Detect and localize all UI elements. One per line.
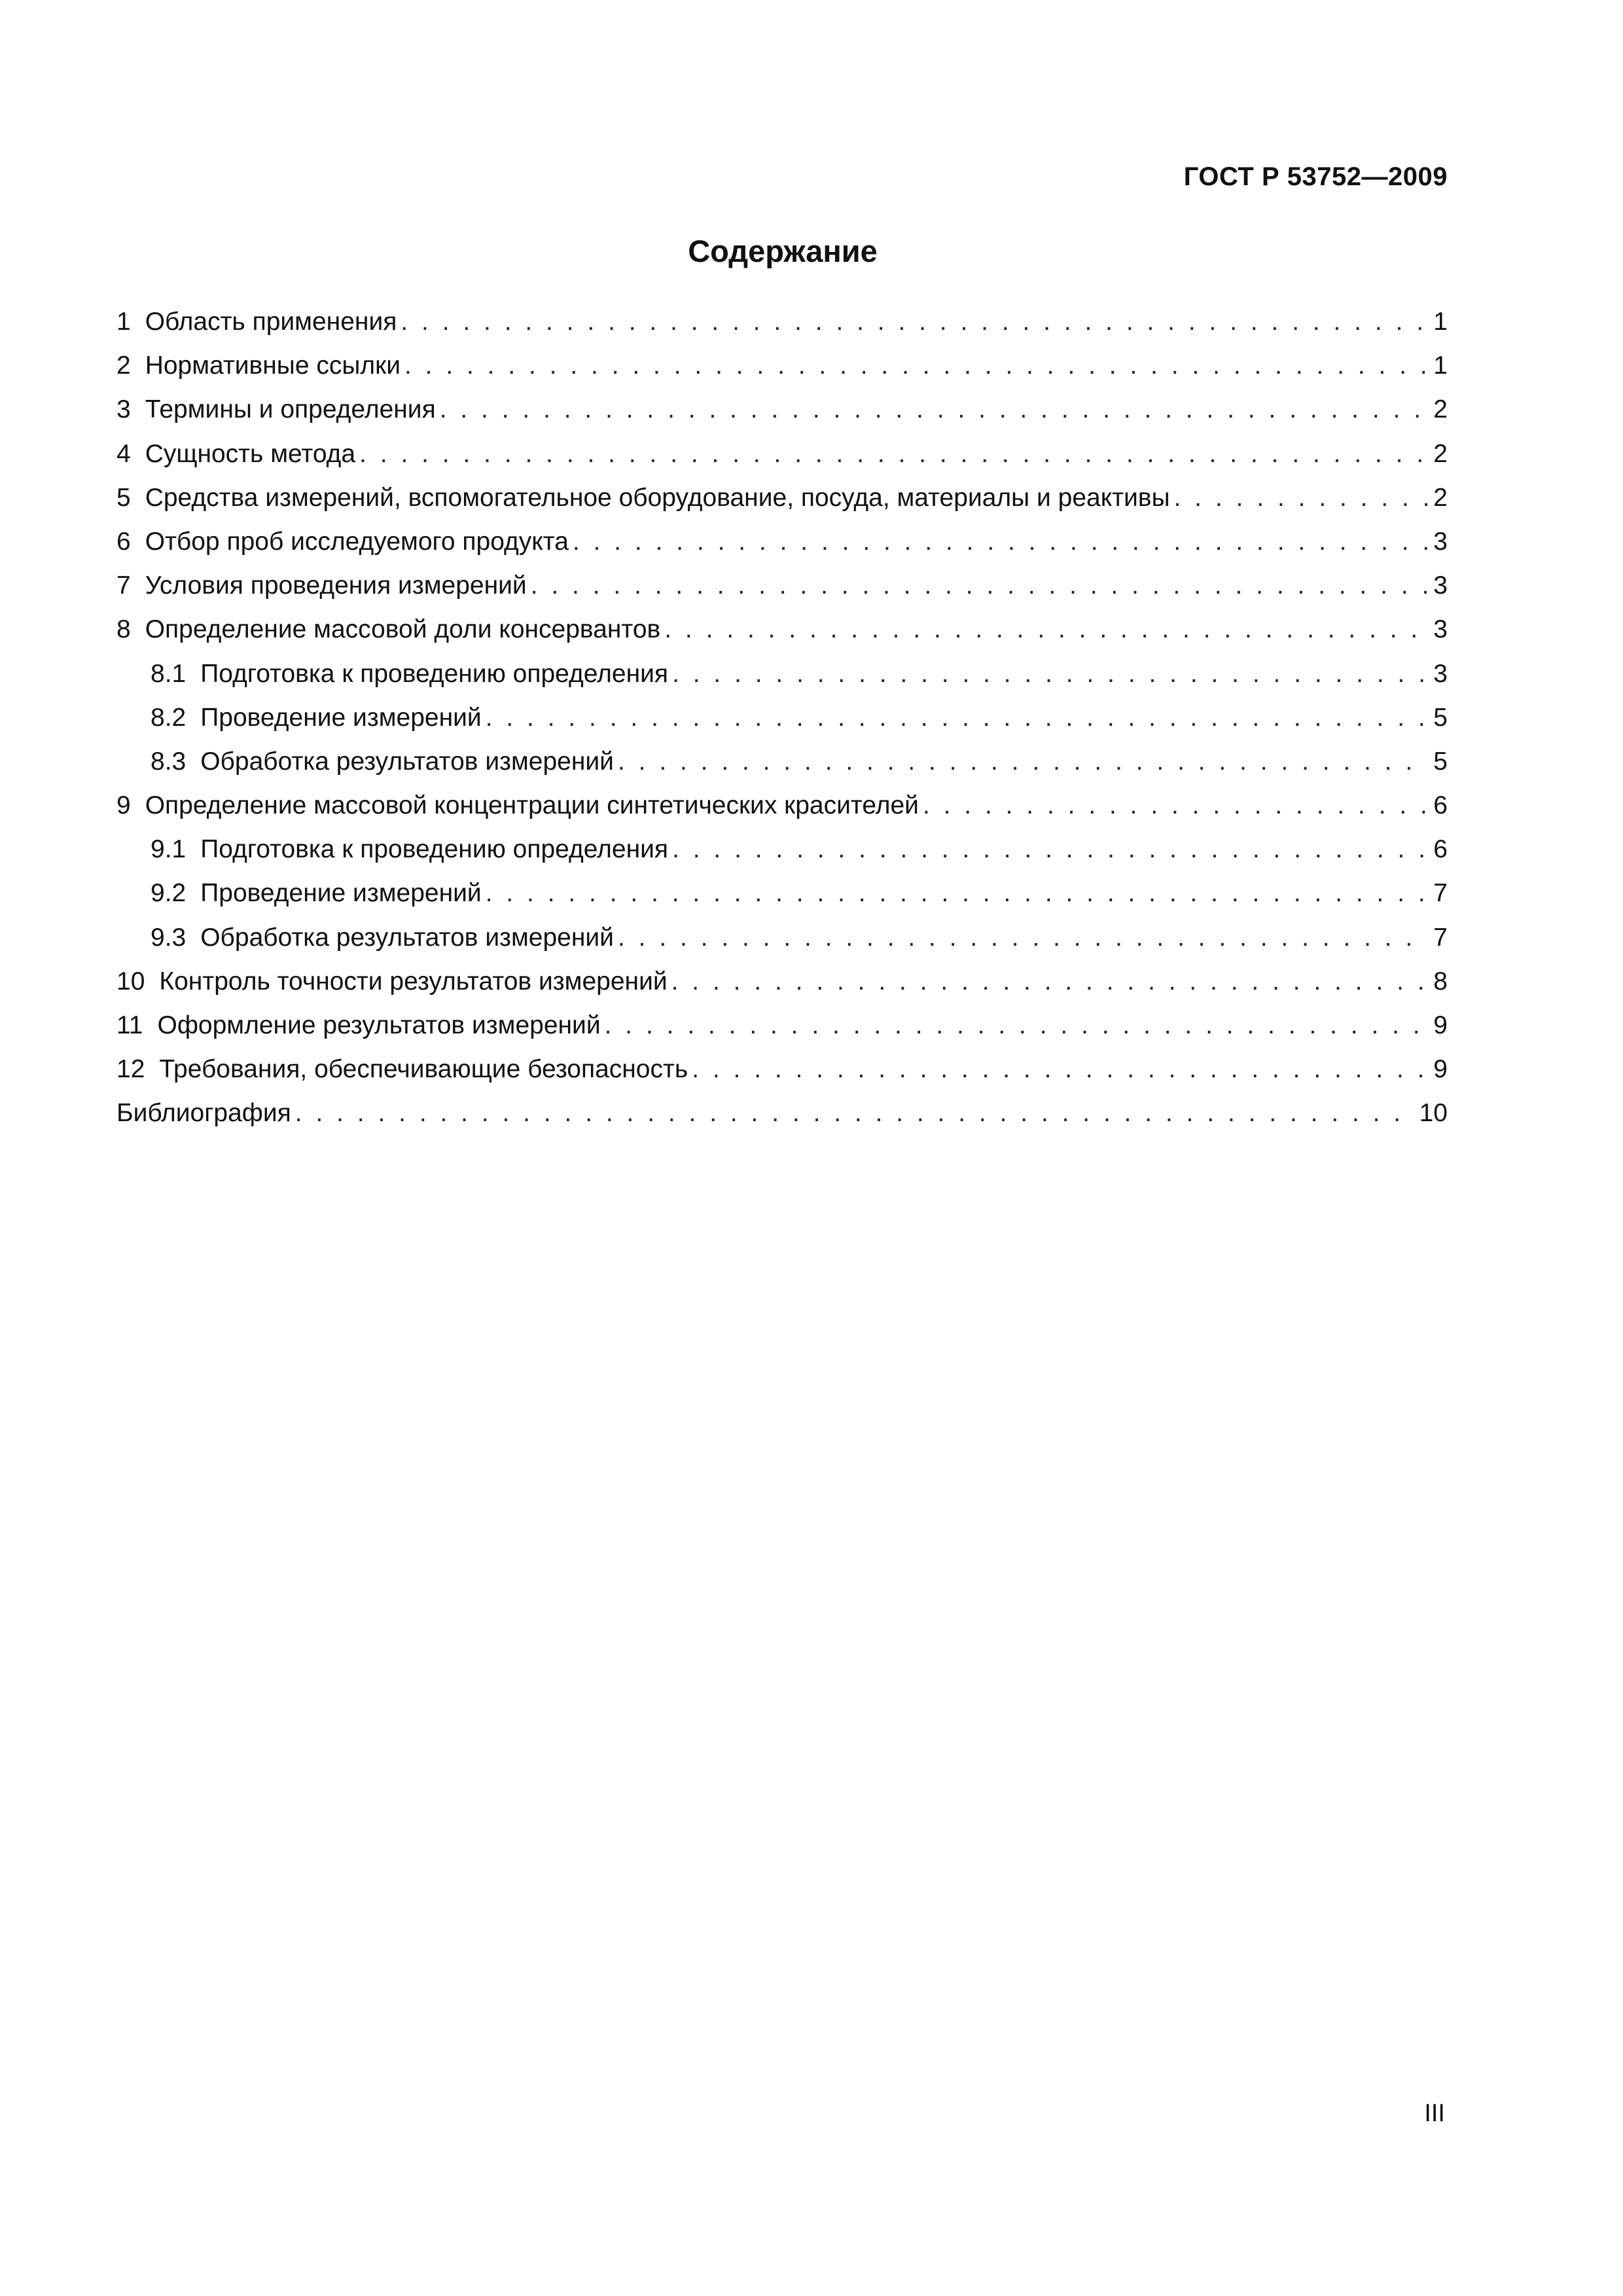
toc-entry-number: 9.3 bbox=[151, 923, 187, 952]
toc-entry-title: Определение массовой доли консервантов bbox=[145, 615, 661, 644]
toc-entry-page: 5 bbox=[1433, 703, 1448, 732]
toc-entry-page: 2 bbox=[1433, 395, 1448, 424]
toc-entry-page: 3 bbox=[1433, 571, 1448, 600]
toc-entry[interactable] bbox=[116, 344, 1448, 387]
toc-dot-leader bbox=[359, 432, 1428, 476]
toc-dot-leader bbox=[486, 696, 1428, 740]
toc-dot-leader bbox=[618, 740, 1428, 783]
toc-entry[interactable] bbox=[116, 520, 1448, 564]
toc-entry-title: Условия проведения измерений bbox=[145, 571, 527, 600]
toc-entry-page: 1 bbox=[1433, 351, 1448, 380]
toc-entry-title: Термины и определения bbox=[145, 395, 436, 424]
toc-entry-bibliography[interactable] bbox=[116, 1091, 1448, 1135]
toc-entry-page: 7 bbox=[1433, 879, 1448, 908]
toc-entry-page: 3 bbox=[1433, 659, 1448, 688]
toc-entry-number: 11 bbox=[116, 1011, 143, 1039]
toc-entry-title: Проведение измерений bbox=[200, 879, 482, 908]
toc-entry-title: Определение массовой концентрации синтетических красителей bbox=[145, 791, 919, 820]
toc-dot-leader bbox=[671, 960, 1428, 1003]
toc-entry-number: 10 bbox=[116, 967, 145, 996]
toc-subentry[interactable] bbox=[116, 871, 1448, 915]
toc-dot-leader bbox=[404, 344, 1428, 387]
toc-entry-title: Подготовка к проведению определения bbox=[200, 835, 669, 864]
toc-entry-page: 9 bbox=[1433, 1055, 1448, 1084]
toc-entry-number: 1 bbox=[116, 308, 131, 336]
toc-dot-leader bbox=[573, 520, 1428, 564]
toc-entry-number: 3 bbox=[116, 395, 131, 424]
page-title: Содержание bbox=[688, 234, 878, 268]
toc-entry-page: 7 bbox=[1433, 923, 1448, 952]
toc-dot-leader bbox=[605, 1003, 1428, 1047]
toc-subentry[interactable] bbox=[116, 827, 1448, 871]
toc-entry[interactable] bbox=[116, 607, 1448, 651]
toc-entry-page: 6 bbox=[1433, 835, 1448, 864]
toc-entry-number: 8.2 bbox=[151, 703, 187, 732]
toc-dot-leader bbox=[486, 871, 1428, 915]
toc-dot-leader bbox=[531, 564, 1428, 607]
toc-dot-leader bbox=[1174, 476, 1428, 520]
document-designation: ГОСТ Р 53752—2009 bbox=[1183, 162, 1448, 191]
toc-entry-title: Подготовка к проведению определения bbox=[200, 659, 669, 688]
toc-entry-title: Требования, обеспечивающие безопасность bbox=[159, 1055, 688, 1084]
toc-entry-title: Отбор проб исследуемого продукта bbox=[145, 527, 569, 556]
toc-entry-number: 6 bbox=[116, 527, 131, 556]
toc-entry[interactable] bbox=[116, 387, 1448, 431]
toc-entry-number: 2 bbox=[116, 351, 131, 380]
table-of-contents bbox=[116, 300, 1448, 1136]
toc-entry-number: 9.1 bbox=[151, 835, 187, 864]
toc-entry-page: 2 bbox=[1433, 483, 1448, 512]
toc-entry-title: Область применения bbox=[145, 308, 397, 336]
toc-entry-title: Нормативные ссылки bbox=[145, 351, 401, 380]
toc-entry-page: 9 bbox=[1433, 1011, 1448, 1039]
toc-entry-number: 4 bbox=[116, 439, 131, 468]
toc-entry-number: 9 bbox=[116, 791, 131, 820]
toc-subentry[interactable] bbox=[116, 916, 1448, 960]
toc-subentry[interactable] bbox=[116, 696, 1448, 740]
toc-entry-number: 5 bbox=[116, 483, 131, 512]
toc-dot-leader bbox=[672, 652, 1428, 696]
toc-entry-number: 8.1 bbox=[151, 659, 187, 688]
toc-entry[interactable] bbox=[116, 1047, 1448, 1091]
toc-entry-number: 12 bbox=[116, 1055, 145, 1084]
toc-dot-leader bbox=[295, 1091, 1416, 1135]
toc-dot-leader bbox=[440, 387, 1428, 431]
toc-entry-page: 1 bbox=[1433, 308, 1448, 336]
toc-dot-leader bbox=[672, 827, 1428, 871]
toc-entry-title: Средства измерений, вспомогательное оборудование, посуда, материалы и реактивы bbox=[145, 483, 1170, 512]
toc-entry-page: 8 bbox=[1433, 967, 1448, 996]
toc-entry-title: Контроль точности результатов измерений bbox=[159, 967, 668, 996]
toc-entry-number: 9.2 bbox=[151, 879, 187, 908]
toc-entry-number: 7 bbox=[116, 571, 131, 600]
toc-entry-title: Библиография bbox=[116, 1099, 291, 1128]
toc-entry[interactable] bbox=[116, 1003, 1448, 1047]
toc-dot-leader bbox=[692, 1047, 1428, 1091]
toc-subentry[interactable] bbox=[116, 652, 1448, 696]
toc-subentry[interactable] bbox=[116, 740, 1448, 783]
toc-entry-title: Обработка результатов измерений bbox=[200, 923, 614, 952]
toc-entry-number: 8.3 bbox=[151, 747, 187, 776]
toc-entry[interactable] bbox=[116, 960, 1448, 1003]
toc-entry-page: 5 bbox=[1433, 747, 1448, 776]
toc-entry-number: 8 bbox=[116, 615, 131, 644]
toc-entry[interactable] bbox=[116, 564, 1448, 607]
toc-dot-leader bbox=[401, 300, 1428, 344]
toc-entry[interactable] bbox=[116, 783, 1448, 827]
toc-entry[interactable] bbox=[116, 476, 1448, 520]
toc-entry-title: Обработка результатов измерений bbox=[200, 747, 614, 776]
toc-entry-title: Проведение измерений bbox=[200, 703, 482, 732]
toc-entry-title: Сущность метода bbox=[145, 439, 356, 468]
toc-entry[interactable] bbox=[116, 432, 1448, 476]
toc-dot-leader bbox=[618, 916, 1428, 960]
toc-entry-page: 6 bbox=[1433, 791, 1448, 820]
toc-entry[interactable] bbox=[116, 300, 1448, 344]
toc-entry-title: Оформление результатов измерений bbox=[157, 1011, 601, 1039]
toc-dot-leader bbox=[664, 607, 1428, 651]
page-number: III bbox=[1424, 2100, 1445, 2127]
toc-dot-leader bbox=[923, 783, 1428, 827]
toc-entry-page: 2 bbox=[1433, 439, 1448, 468]
toc-entry-page: 10 bbox=[1419, 1099, 1448, 1128]
toc-entry-page: 3 bbox=[1433, 615, 1448, 644]
toc-entry-page: 3 bbox=[1433, 527, 1448, 556]
